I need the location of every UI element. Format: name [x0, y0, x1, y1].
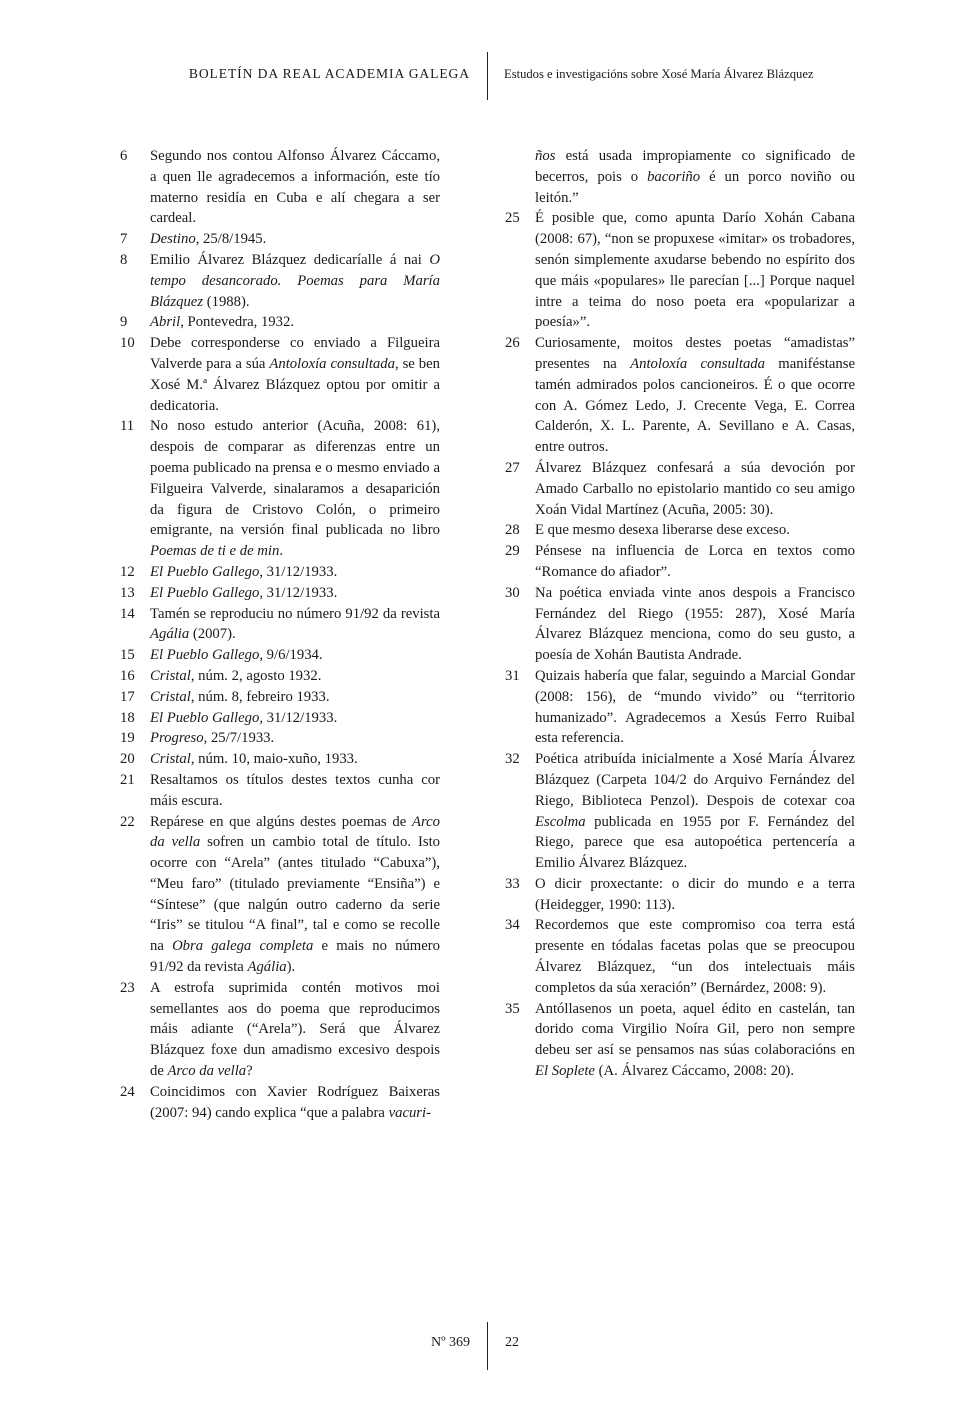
footnote — [120, 749, 440, 770]
footnote-number: 10 — [120, 335, 135, 352]
footnote — [120, 250, 440, 312]
footnote-number: 21 — [120, 771, 135, 788]
footnotes-left-column — [120, 146, 440, 1123]
footnote — [505, 666, 855, 749]
footnote-number: 35 — [505, 1000, 520, 1017]
footnote — [505, 458, 855, 520]
footnote-continuation: ños está usada impropiamente co significado de becerros, pois o bacoriño é un porco noviño ou leitón.” — [535, 148, 855, 206]
footnote-text: A estrofa suprimida contén motivos moi semellantes aos do poema que reproducimos máis adiante (“Arela”). Será que Álvarez Blázquez foxe dun amadismo excesivo despois de Arco da vella? — [150, 979, 440, 1080]
footnote-number: 31 — [505, 667, 520, 684]
footnote-number: 27 — [505, 459, 520, 476]
footnote-number: 34 — [505, 917, 520, 934]
footnote-text: Álvarez Blázquez confesará a súa devoción por Amado Carballo no epistolario mantido co seu amigo Xoán Vidal Martínez (Acuña, 2005: 30). — [535, 459, 855, 518]
footnote — [505, 749, 855, 874]
footnote-number: 23 — [120, 979, 135, 996]
footnote-number: 29 — [505, 543, 520, 560]
footnote-number: 24 — [120, 1083, 135, 1100]
footnote — [120, 687, 440, 708]
footnote-text: El Pueblo Gallego, 31/12/1933. — [150, 584, 338, 601]
footnote — [120, 728, 440, 749]
footnote-text: Recordemos que este compromiso coa terra está presente en tódalas facetas polas que se preocupou Álvarez Blázquez, “un dos intelectuais máis completos da súa xeración” (Bernárdez, 2008: 9). — [535, 917, 855, 996]
footnote — [120, 812, 440, 978]
footnote-text: Pénsese na influencia de Lorca en textos como “Romance do afiador”. — [535, 543, 855, 580]
footnote — [505, 208, 855, 333]
footnote — [120, 333, 440, 416]
footnote-number: 6 — [120, 148, 128, 164]
footnote — [120, 416, 440, 562]
footnote-text: El Pueblo Gallego, 31/12/1933. — [150, 563, 338, 580]
footnote-text: Curiosamente, moitos destes poetas “amadistas” presentes na Antoloxía consultada maniféstanse tamén admirados polos cancioneiros. É o que ocorre con A. Gómez Ledo, J. Crecente Vega, E. Correa Calderón, X. L. Parente, A. Sevillano e A. Casas, entre outros. — [535, 335, 855, 456]
footnote-text: Resaltamos os títulos destes textos cunha cor máis escura. — [150, 771, 440, 809]
footnote — [120, 229, 440, 250]
footnote-text: Repárese en que algúns destes poemas de Arco da vella sofren un cambio total de título. Isto ocorre con “Arela” (antes titulado “Cabuxa”), “Meu faro” (titulado previamente “Ensiña”) e “Síntese” (que nalgún outro caderno da serie “Iris” se titulou “A final”, tal e como se recolle na Obra galega completa e mais no número 91/92 da revista Agália). — [150, 813, 440, 976]
footnote-number: 28 — [505, 522, 520, 539]
footnote-number: 19 — [120, 730, 135, 747]
footnote-text: Cristal, núm. 10, maio-xuño, 1933. — [150, 751, 358, 768]
footnote-text: No noso estudo anterior (Acuña, 2008: 61), despois de comparar as diferenzas entre un poema publicado na prensa e o mesmo enviado a Filgueira Valverde, sinalaramos a desaparición da figura de Cristovo Colón, o primeiro emigrante, na versión final publicada no libro Poemas de ti e de min. — [150, 418, 440, 560]
footnote-number: 20 — [120, 751, 135, 768]
footnote-text: E que mesmo desexa liberarse dese exceso. — [535, 522, 790, 539]
footnote — [120, 312, 440, 333]
page-header — [0, 50, 975, 102]
footer-divider — [487, 1322, 488, 1370]
footnote — [120, 583, 440, 604]
footnote — [505, 520, 855, 541]
footnote-number: 30 — [505, 584, 520, 601]
footnote-number: 13 — [120, 584, 135, 601]
header-divider — [487, 52, 488, 100]
footnote — [505, 999, 855, 1082]
footnote-text: El Pueblo Gallego, 31/12/1933. — [150, 709, 338, 726]
footnote — [120, 562, 440, 583]
footnote-text: Tamén se reproduciu no número 91/92 da revista Agália (2007). — [150, 605, 440, 643]
footnote-text: Segundo nos contou Alfonso Álvarez Cáccamo, a quen lle agradecemos a información, este tío materno residía en Cuba e alí chegara a ser cardeal. — [150, 148, 440, 227]
footnote-text: Emilio Álvarez Blázquez dedicaríalle á nai O tempo desancorado. Poemas para María Blázquez (1988). — [150, 251, 440, 310]
footnote — [120, 146, 440, 229]
footnote — [505, 333, 855, 458]
journal-title: BOLETÍN DA REAL ACADEMIA GALEGA — [188, 66, 470, 81]
issue-number: Nº 369 — [431, 1335, 470, 1350]
footnote-text: Na poética enviada vinte anos despois a Francisco Fernández del Riego (1955: 287), Xosé María Álvarez Blázquez menciona, como do seu gusto, a poesía de Xohán Bautista Andrade. — [535, 584, 855, 664]
page-number: 22 — [505, 1335, 519, 1350]
footnote-text: Antóllasenos un poeta, aquel édito en castelán, tan dorido coma Virgilio Noíra Gil, pero non sempre debeu ser así se pensamos nas súas colaboracións en El Soplete (A. Álvarez Cáccamo, 2008: 20). — [535, 1000, 855, 1080]
footnote-number: 33 — [505, 875, 520, 892]
footnote-text: Coincidimos con Xavier Rodríguez Baixeras (2007: 94) cando explica “que a palabra vacuri- — [150, 1083, 440, 1121]
footnote-text: Debe corresponderse co enviado a Filgueira Valverde para a súa Antoloxía consultada, se ben Xosé M.ª Álvarez Blázquez optou por omitir a dedicatoria. — [150, 335, 440, 414]
footnote — [505, 874, 855, 916]
footnote — [120, 978, 440, 1082]
footnote-text: Poética atribuída inicialmente a Xosé María Álvarez Blázquez (Carpeta 104/2 do Arquivo Fernández del Riego, Biblioteca Penzol). Despois de cotexar coa Escolma publicada en 1955 por F. Fernández del Riego, parece que esa autopoética pertencería a Emilio Álvarez Blázquez. — [535, 751, 855, 872]
footnote-number: 26 — [505, 335, 520, 352]
footnote-number: 7 — [120, 231, 128, 248]
footnote — [120, 708, 440, 729]
page-footer — [0, 1322, 975, 1370]
footnote-number: 16 — [120, 667, 135, 684]
footnote-number: 9 — [120, 314, 128, 331]
footnote-text: Quizais habería que falar, seguindo a Marcial Gondar (2008: 156), de “mundo vivido” ou “territorio humanizado”. Agradecemos a Xesús Ferro Ruibal esta referencia. — [535, 667, 855, 747]
footnote-number: 25 — [505, 210, 520, 227]
footnote-text: O dicir proxectante: o dicir do mundo e a terra (Heidegger, 1990: 113). — [535, 875, 855, 913]
footnote-text: Destino, 25/8/1945. — [150, 231, 267, 248]
footnote-number: 12 — [120, 563, 135, 580]
footnote-text: El Pueblo Gallego, 9/6/1934. — [150, 647, 323, 664]
footnote-text: Cristal, núm. 2, agosto 1932. — [150, 667, 322, 684]
footnote — [505, 583, 855, 666]
footnote-number: 17 — [120, 688, 135, 705]
footnote-number: 32 — [505, 751, 520, 768]
footnote-number: 14 — [120, 605, 135, 622]
footnotes-right-column — [505, 146, 855, 1082]
footnote — [120, 645, 440, 666]
footnote — [120, 1082, 440, 1124]
section-title: Estudos e investigacións sobre Xosé María Álvarez Blázquez — [504, 67, 814, 81]
footnote-text: Abril, Pontevedra, 1932. — [150, 314, 295, 331]
footnote-number: 22 — [120, 813, 135, 830]
footnote — [505, 541, 855, 583]
footnote-text: Progreso, 25/7/1933. — [150, 730, 275, 747]
footnote-number: 15 — [120, 647, 135, 664]
footnote-number: 8 — [120, 251, 128, 268]
footnote — [120, 666, 440, 687]
footnote-text: Cristal, núm. 8, febreiro 1933. — [150, 688, 330, 705]
footnote — [120, 770, 440, 812]
footnote — [505, 915, 855, 998]
footnote-text: É posible que, como apunta Darío Xohán Cabana (2008: 67), “non se propuxese «imitar» os trobadores, senón simplemente axudarse bebendo no espírito dos que máis «populares» lle parecían [...] Porque naquel intre a teima do noso poeta era «popularizar a poesía»”. — [535, 210, 855, 331]
footnote-number: 18 — [120, 709, 135, 726]
footnote — [120, 604, 440, 646]
footnote-number: 11 — [120, 418, 135, 435]
